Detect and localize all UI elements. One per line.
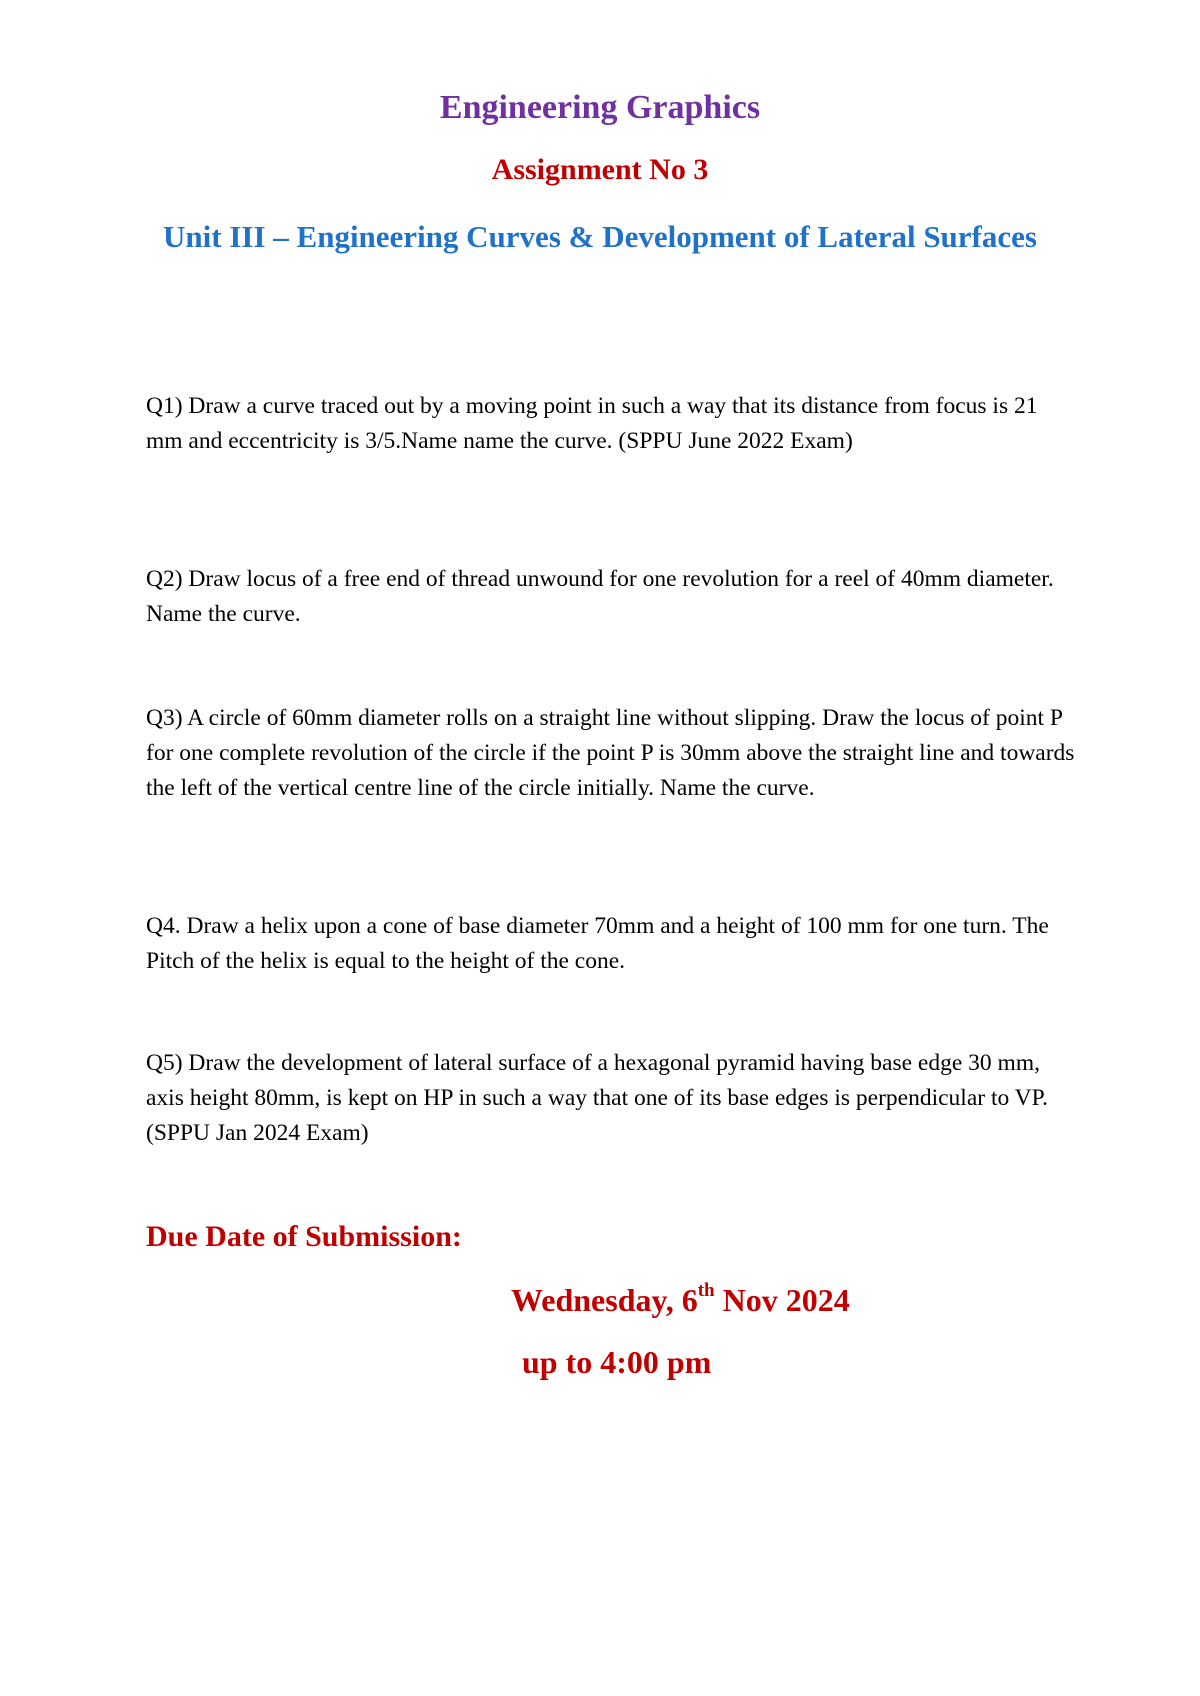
unit-title: Unit III – Engineering Curves & Development of Lateral Surfaces [163,219,1037,254]
question-5: Q5) Draw the development of lateral surface of a hexagonal pyramid having base edge 30 mm, axis height 80mm, is kept on HP in such a way that one of its base edges is perpendicular to VP. (SPPU Jan 2024 Exam) [146,1050,1048,1146]
due-date-label: Due Date of Submission: [146,1220,462,1253]
due-time: up to 4:00 pm [522,1344,712,1380]
question-4: Q4. Draw a helix upon a cone of base diameter 70mm and a height of 100 mm for one turn. The Pitch of the helix is equal to the height of the cone. [146,913,1049,974]
due-date [511,1280,850,1320]
course-title: Engineering Graphics [439,89,761,126]
assignment-title: Assignment No 3 [491,153,709,186]
due-date-superscript: th [697,1280,715,1302]
question-3: Q3) A circle of 60mm diameter rolls on a straight line without slipping. Draw the locus of point P for one complete revolution of the circle if the point P is 30mm above the straight line and towards the left of the vertical centre line of the circle initially. Name the curve. [146,705,1075,801]
due-date-prefix: Wednesday, 6 [511,1282,698,1318]
due-date-suffix: Nov 2024 [714,1282,850,1318]
question-2: Q2) Draw locus of a free end of thread unwound for one revolution for a reel of 40mm diameter. Name the curve. [146,566,1054,627]
question-1: Q1) Draw a curve traced out by a moving point in such a way that its distance from focus is 21 mm and eccentricity is 3/5.Name name the curve. (SPPU June 2022 Exam) [146,393,1038,454]
